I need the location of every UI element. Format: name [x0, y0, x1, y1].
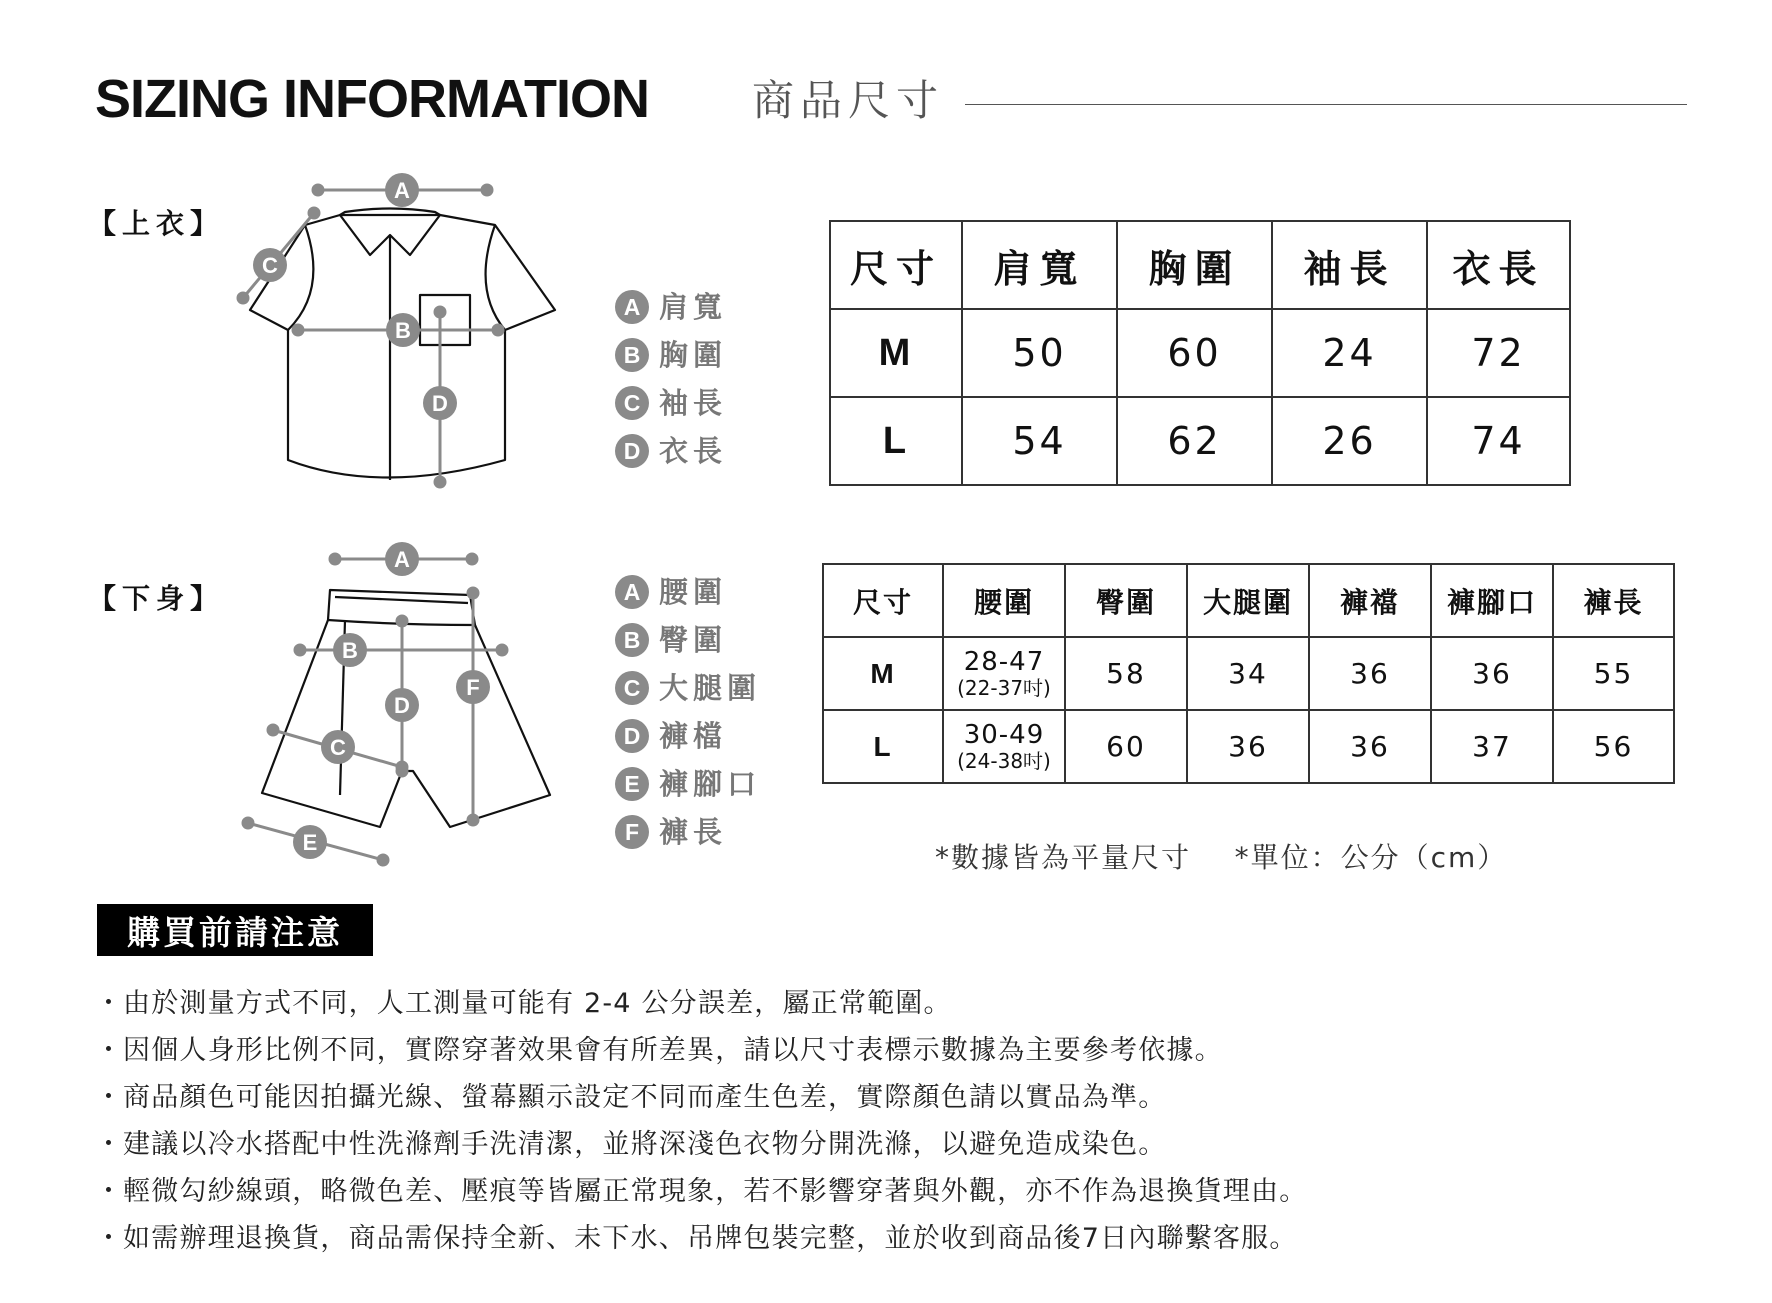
notice-text: 如需辦理退換貨，商品需保持全新、未下水、吊牌包裝完整，並於收到商品後7日內聯繫客服。	[123, 1223, 1298, 1254]
legend-item	[615, 760, 761, 808]
table-cell: 60	[1065, 710, 1187, 783]
legend-label: 袖長	[659, 386, 728, 420]
svg-text:C: C	[330, 735, 346, 760]
table-header: 尺寸	[830, 221, 962, 309]
table-cell: 60	[1117, 309, 1272, 397]
top-section-label: 【上衣】	[88, 207, 225, 240]
legend-item	[615, 427, 727, 475]
notice-text: 由於測量方式不同，人工測量可能有 2-4 公分誤差，屬正常範圍。	[123, 988, 952, 1019]
list-item	[95, 1121, 1307, 1168]
table-row	[823, 637, 1674, 710]
table-cell: 36	[1187, 710, 1309, 783]
legend-item	[615, 568, 761, 616]
shirt-diagram	[210, 160, 580, 500]
top-legend	[615, 283, 727, 475]
title-divider	[965, 104, 1687, 105]
page-title: SIZING INFORMATION	[95, 69, 649, 129]
waist-inch: (22-37吋)	[957, 675, 1051, 700]
svg-text:A: A	[394, 178, 410, 203]
legend-badge: D	[615, 719, 649, 753]
legend-item	[615, 331, 727, 379]
legend-label: 肩寬	[659, 290, 728, 324]
table-cell: 50	[962, 309, 1117, 397]
bottom-size-table	[822, 563, 1675, 784]
table-cell: 62	[1117, 397, 1272, 485]
table-header: 袖長	[1272, 221, 1427, 309]
shirt-marker-b	[386, 313, 420, 347]
legend-label: 褲檔	[659, 719, 728, 753]
table-row	[830, 309, 1570, 397]
svg-text:A: A	[394, 547, 410, 572]
table-cell: 56	[1553, 710, 1674, 783]
table-cell: 74	[1427, 397, 1570, 485]
notice-text: 建議以冷水搭配中性洗滌劑手洗清潔，並將深淺色衣物分開洗滌，以避免造成染色。	[123, 1129, 1167, 1160]
table-row	[830, 397, 1570, 485]
shirt-marker-d	[423, 386, 457, 420]
page-title-zh: 商品尺寸	[752, 76, 945, 125]
table-header: 衣長	[1427, 221, 1570, 309]
shorts-marker-f	[456, 670, 490, 704]
bullet-mark: ・	[95, 1176, 124, 1207]
list-item	[95, 980, 1307, 1027]
legend-item	[615, 283, 727, 331]
notice-text: 商品顏色可能因拍攝光線、螢幕顯示設定不同而產生色差，實際顏色請以實品為準。	[123, 1082, 1167, 1113]
shorts-marker-b	[333, 633, 367, 667]
table-header-row	[823, 564, 1674, 637]
table-cell: 24	[1272, 309, 1427, 397]
table-header: 褲長	[1553, 564, 1674, 637]
legend-badge: D	[615, 434, 649, 468]
legend-item	[615, 616, 761, 664]
size-cell: M	[830, 309, 962, 397]
notice-text: 因個人身形比例不同，實際穿著效果會有所差異，請以尺寸表標示數據為主要參考依據。	[123, 1035, 1223, 1066]
table-cell: 36	[1309, 710, 1431, 783]
bullet-mark: ・	[95, 1129, 124, 1160]
table-cell: 36	[1309, 637, 1431, 710]
legend-label: 腰圍	[659, 575, 728, 609]
table-header: 腰圍	[943, 564, 1065, 637]
shorts-diagram	[230, 535, 580, 870]
table-cell: 55	[1553, 637, 1674, 710]
legend-item	[615, 808, 761, 856]
table-header: 褲襠	[1309, 564, 1431, 637]
table-header: 大腿圍	[1187, 564, 1309, 637]
svg-text:D: D	[432, 391, 448, 416]
measurement-note: *數據皆為平量尺寸 *單位：公分（cm）	[935, 841, 1508, 874]
svg-text:C: C	[262, 253, 278, 278]
legend-label: 褲腳口	[659, 767, 762, 801]
table-header-row	[830, 221, 1570, 309]
shorts-marker-d	[385, 688, 419, 722]
table-cell: 58	[1065, 637, 1187, 710]
bullet-mark: ・	[95, 1082, 124, 1113]
waist-inch: (24-38吋)	[957, 748, 1051, 773]
svg-text:E: E	[302, 830, 318, 855]
svg-text:D: D	[394, 693, 410, 718]
shirt-marker-c	[253, 248, 287, 282]
list-item	[95, 1168, 1307, 1215]
svg-text:F: F	[466, 675, 480, 700]
shorts-marker-c	[321, 730, 355, 764]
waist-cell	[943, 710, 1065, 783]
table-header: 胸圍	[1117, 221, 1272, 309]
size-cell: L	[830, 397, 962, 485]
legend-label: 臀圍	[659, 623, 728, 657]
list-item	[95, 1074, 1307, 1121]
waist-cm: 30-49	[963, 719, 1045, 750]
legend-badge: E	[615, 767, 649, 801]
notice-text: 輕微勾紗線頭，略微色差、壓痕等皆屬正常現象，若不影響穿著與外觀，亦不作為退換貨理由。	[123, 1176, 1308, 1207]
legend-badge: B	[615, 623, 649, 657]
svg-text:B: B	[395, 318, 411, 343]
table-cell: 36	[1431, 637, 1553, 710]
shirt-marker-a	[385, 173, 419, 207]
list-item	[95, 1215, 1307, 1262]
table-cell: 26	[1272, 397, 1427, 485]
notice-list	[95, 980, 1307, 1262]
legend-badge: F	[615, 815, 649, 849]
legend-label: 胸圍	[659, 338, 728, 372]
top-size-table	[829, 220, 1571, 486]
svg-text:B: B	[342, 638, 358, 663]
legend-item	[615, 379, 727, 427]
list-item	[95, 1027, 1307, 1074]
legend-badge: C	[615, 671, 649, 705]
size-cell: L	[823, 710, 943, 783]
waist-cell	[943, 637, 1065, 710]
bullet-mark: ・	[95, 988, 124, 1019]
table-cell: 54	[962, 397, 1117, 485]
legend-label: 褲長	[659, 815, 728, 849]
table-header: 尺寸	[823, 564, 943, 637]
table-header: 臀圍	[1065, 564, 1187, 637]
bullet-mark: ・	[95, 1223, 124, 1254]
table-header: 褲腳口	[1431, 564, 1553, 637]
waist-cm: 28-47	[963, 646, 1045, 677]
bottom-section-label: 【下身】	[88, 582, 225, 615]
legend-label: 衣長	[659, 434, 728, 468]
table-cell: 72	[1427, 309, 1570, 397]
legend-badge: B	[615, 338, 649, 372]
legend-badge: C	[615, 386, 649, 420]
shorts-marker-a	[385, 542, 419, 576]
shorts-marker-e	[293, 825, 327, 859]
table-row	[823, 710, 1674, 783]
legend-badge: A	[615, 290, 649, 324]
legend-badge: A	[615, 575, 649, 609]
table-header: 肩寬	[962, 221, 1117, 309]
notice-heading: 購買前請注意	[97, 904, 373, 956]
table-cell: 34	[1187, 637, 1309, 710]
bottom-legend	[615, 568, 761, 856]
legend-label: 大腿圍	[659, 671, 762, 705]
bullet-mark: ・	[95, 1035, 124, 1066]
legend-item	[615, 712, 761, 760]
size-cell: M	[823, 637, 943, 710]
table-cell: 37	[1431, 710, 1553, 783]
legend-item	[615, 664, 761, 712]
